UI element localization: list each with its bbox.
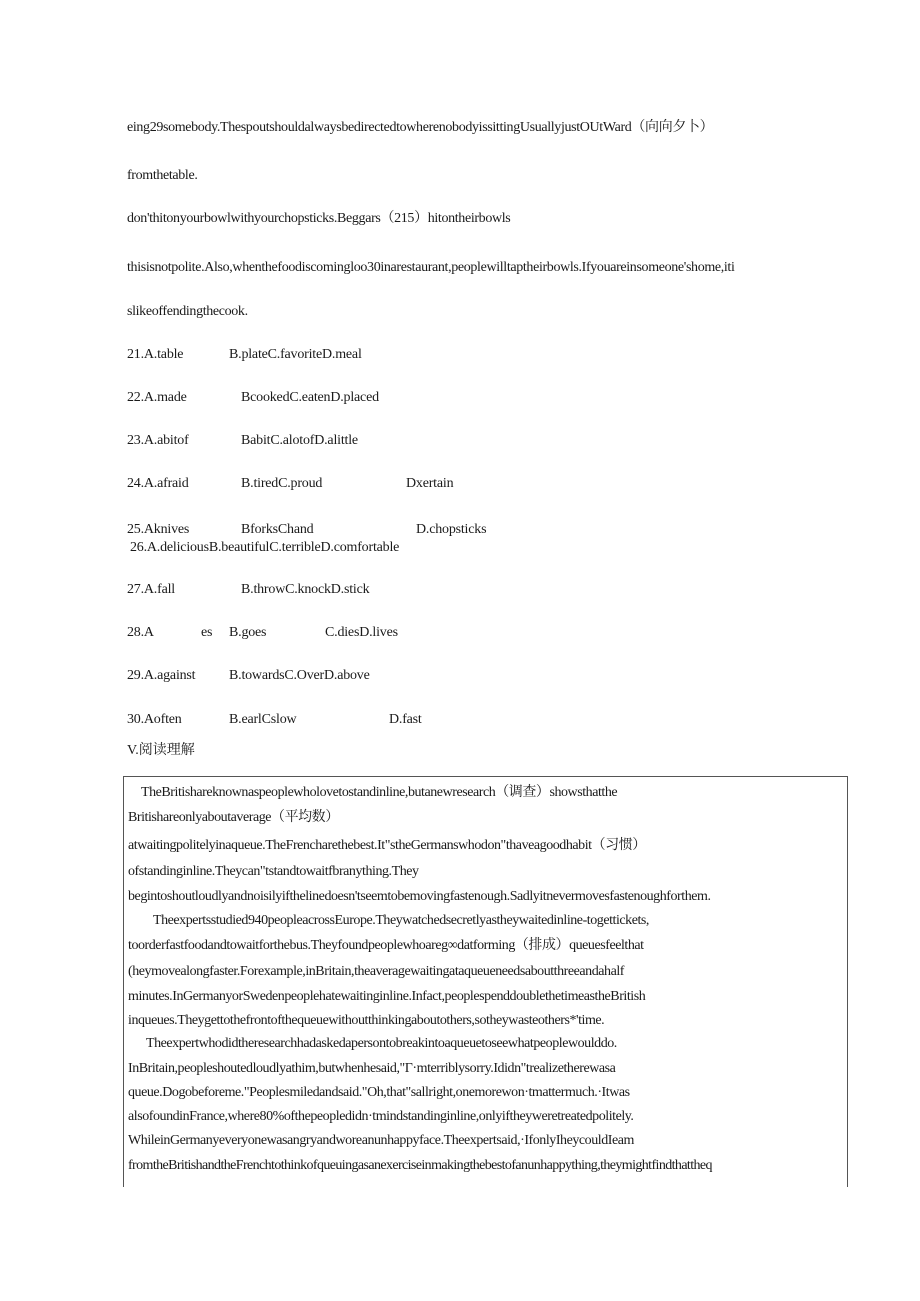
option-a: 23.A.abitof bbox=[127, 433, 189, 448]
option-a: 25.Aknives bbox=[127, 522, 190, 537]
option-a: 30.Aoften bbox=[127, 712, 182, 727]
option-a-suffix: es bbox=[201, 625, 213, 640]
passage-line: toorderfastfoodandtowaitforthebus.Theyfoundpeoplewhoareg∞datforming（排成）queuesfeelthat bbox=[128, 938, 644, 953]
option-a: 29.A.against bbox=[127, 668, 196, 683]
passage-line: Theexpertwhodidtheresearchhadaskedapersontobreakintoaqueuetoseewhatpeoplewoulddo. bbox=[146, 1036, 617, 1051]
option-b: B.goes bbox=[229, 625, 267, 640]
option-b: B.tiredC.proud bbox=[241, 476, 323, 491]
option-b: B.towardsC.OverD.above bbox=[229, 668, 370, 683]
section-title: V.阅读理解 bbox=[127, 743, 195, 758]
option-d: D.fast bbox=[389, 712, 422, 727]
passage-line: queue.Dogobeforeme."Peoplesmiledandsaid."Oh,that"sallright,onemorewon·tmattermuch.·Itwas bbox=[128, 1085, 630, 1100]
passage-line: Britishareonlyaboutaverage（平均数） bbox=[128, 810, 339, 825]
option-b: BcookedC.eatenD.placed bbox=[241, 390, 379, 405]
passage-line: alsofoundinFrance,where80%ofthepeopledidn·tmindstandinginline,onlyiftheyweretreatedpolitely. bbox=[128, 1109, 634, 1124]
intro-line-3: don'thitonyourbowlwithyourchopsticks.Beggars（215）hitontheirbowls bbox=[127, 211, 511, 226]
passage-line: WhileinGermanyeveryonewasangryandworeanunhappyface.Theexpertsaid,·IfonlyIheycouldIeam bbox=[128, 1133, 634, 1148]
option-a: 27.A.fall bbox=[127, 582, 175, 597]
option-b: B.plateC.favoriteD.meal bbox=[229, 347, 362, 362]
reading-passage-box bbox=[123, 776, 848, 1187]
intro-line-2: fromthetable. bbox=[127, 168, 198, 183]
passage-line: inqueues.Theygettothefrontofthequeuewithoutthinkingaboutothers,sotheywasteothers*'time. bbox=[128, 1013, 605, 1028]
intro-line-5: slikeoffendingthecook. bbox=[127, 304, 248, 319]
option-a: 28.A bbox=[127, 625, 154, 640]
intro-line-4: thisisnotpolite.Also,whenthefoodiscomingloo30inarestaurant,peoplewilltaptheirbowls.Ifyouareinsomeone'shome,iti bbox=[127, 260, 735, 275]
option-c: C.diesD.lives bbox=[325, 625, 398, 640]
passage-line: atwaitingpolitelyinaqueue.TheFrencharethebest.It"stheGermanswhodon"thaveagoodhabit（习惯） bbox=[128, 838, 646, 853]
intro-line-1: eing29somebody.ThespoutshouldalwaysbedirectedtowherenobodyissittingUsuallyjustOUtWard（向向夕卜） bbox=[127, 120, 714, 135]
option-a: 24.A.afraid bbox=[127, 476, 189, 491]
passage-line: ofstandinginline.Theycan"tstandtowaitfbranything.They bbox=[128, 864, 419, 879]
option-b: B.earlCslow bbox=[229, 712, 297, 727]
passage-line: Theexpertsstudied940peopleacrossEurope.Theywatchedsecretlyastheywaitedinline-togettickets, bbox=[153, 913, 649, 928]
passage-line: InBritain,peopleshoutedloudlyathim,butwhenhesaid,"Γ·mterriblysorry.Ididn"trealizetherewasa bbox=[128, 1061, 616, 1076]
option-b: B.throwC.knockD.stick bbox=[241, 582, 370, 597]
passage-line: begintoshoutloudlyandnoisilyifthelinedoesn'tseemtobemovingfastenough.Sadlyitnevermovesfastenoughforthem. bbox=[128, 889, 711, 904]
passage-line: minutes.InGermanyorSwedenpeoplehatewaitinginline.Infact,peoplespenddoublethetimeastheBritish bbox=[128, 989, 646, 1004]
option-d: Dxertain bbox=[406, 476, 454, 491]
option-a: 21.A.table bbox=[127, 347, 184, 362]
option-a: 22.A.made bbox=[127, 390, 187, 405]
option-b: BforksChand bbox=[241, 522, 314, 537]
option-all: 26.A.deliciousB.beautifulC.terribleD.comfortable bbox=[130, 540, 400, 555]
option-b: BabitC.alotofD.alittle bbox=[241, 433, 358, 448]
passage-line: TheBritishareknownaspeoplewholovetostandinline,butanewresearch（调查）showsthatthe bbox=[141, 785, 618, 800]
option-d: D.chopsticks bbox=[416, 522, 487, 537]
passage-line: (heymovealongfaster.Forexample,inBritain,theaveragewaitingataqueueneedsaboutthreeandahalf bbox=[128, 964, 625, 979]
passage-line: fromtheBritishandtheFrenchtothinkofqueuingasanexerciseinmakingthebestofanunhappything,theymightfindthattheq bbox=[128, 1158, 712, 1173]
